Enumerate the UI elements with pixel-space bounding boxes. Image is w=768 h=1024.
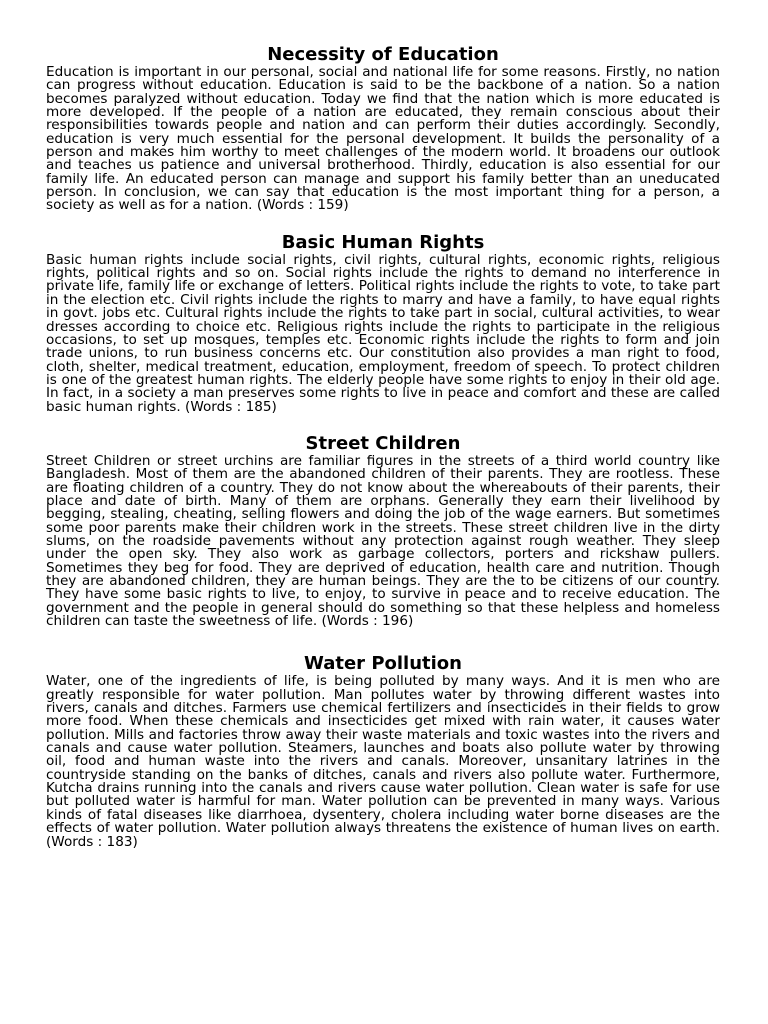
- essay-basic-human-rights: [46, 232, 720, 414]
- essay-body: Water, one of the ingredients of life, is being polluted by many ways. And it is men who are greatly responsible for water pollution. Man pollutes water by throwing different wastes into rivers, canals and ditches. Farmers use chemical fertilizers and insecticides in their fields to grow more food. When these chemicals and insecticides get mixed with rain water, it causes water pollution. Mills and factories throw away their waste materials and toxic wastes into the rivers and canals and cause water pollution. Steamers, launches and boats also pollute water by throwing oil, food and human waste into the rivers and canals. Moreover, unsanitary latrines in the countryside standing on the banks of ditches, canals and rivers also pollute water. Furthermore, Kutcha drains running into the canals and rivers cause water pollution. Clean water is safe for use but polluted water is harmful for man. Water pollution can be prevented in many ways. Various kinds of fatal diseases like diarrhoea, dysentery, cholera including water borne diseases are the effects of water pollution. Water pollution always threatens the existence of human lives on earth. (Words : 183): [46, 673, 720, 850]
- document-page: [46, 44, 720, 849]
- section-divider: [46, 213, 720, 232]
- essay-necessity-of-education: [46, 44, 720, 213]
- essay-body: Basic human rights include social rights, civil rights, cultural rights, economic rights, religious rights, political rights and so on. Social rights include the rights to demand no interference in private life, family life or exchange of letters. Political rights include the rights to vote, to take part in the election etc. Civil rights include the rights to marry and have a family, to have equal rights in govt. jobs etc. Cultural rights include the rights to take part in social, cultural activities, to wear dresses according to choice etc. Religious rights include the rights to participate in the religious occasions, to set up mosques, temples etc. Economic rights include the rights to form and join trade unions, to run business concerns etc. Our constitution also provides a man right to food, cloth, shelter, medical treatment, education, employment, freedom of speech. To protect children is one of the greatest human rights. The elderly people have some rights to enjoy in their old age. In fact, in a society a man preserves some rights to live in peace and comfort and these are called basic human rights. (Words : 185): [46, 251, 720, 415]
- essay-title: Water Pollution: [304, 653, 462, 675]
- essay-title: Necessity of Education: [267, 44, 499, 65]
- essay-street-children: [46, 433, 720, 628]
- essay-body: Education is important in our personal, social and national life for some reasons. Firstly, no nation can progress without education. Education is said to be the backbone of a nation. So a nation becomes paralyzed without education. Today we find that the nation which is more educated is more developed. If the people of a nation are educated, they remain conscious about their responsibilities towards people and nation and can perform their duties accordingly. Secondly, education is very much essential for the personal development. It builds the personality of a person and makes him worthy to meet challenges of the modern world. It broadens our outlook and teaches us patience and universal brotherhood. Thirdly, education is also essential for our family life. An educated person can manage and support his family better than an uneducated person. In conclusion, we can say that education is the most important thing for a person, a society as well as for a nation. (Words : 159): [46, 64, 720, 214]
- essay-title: Basic Human Rights: [281, 231, 485, 253]
- essay-water-pollution: [46, 653, 720, 848]
- essay-body: Street Children or street urchins are familiar figures in the streets of a third world country like Bangladesh. Most of them are the abandoned children of their parents. They are rootless. These are floating children of a country. They do not know about the whereabouts of their parents, their place and date of birth. Many of them are orphans. Generally they earn their livelihood by begging, stealing, cheating, selling flowers and doing the job of the wage earners. But sometimes some poor parents make their children work in the streets. These street children live in the dirty slums, on the roadside pavements without any protection against rough weather. They sleep under the open sky. They also work as garbage collectors, porters and rickshaw pullers. Sometimes they beg for food. They are deprived of education, health care and nutrition. Though they are abandoned children, they are human beings. They are the to be citizens of our country. They have some basic rights to live, to enjoy, to survive in peace and to receive education. The government and the people in general should do something so that these helpless and homeless children can taste the sweetness of life. (Words : 196): [46, 452, 720, 630]
- section-divider: [46, 628, 720, 653]
- section-divider: [46, 414, 720, 433]
- essay-title: Street Children: [305, 432, 461, 454]
